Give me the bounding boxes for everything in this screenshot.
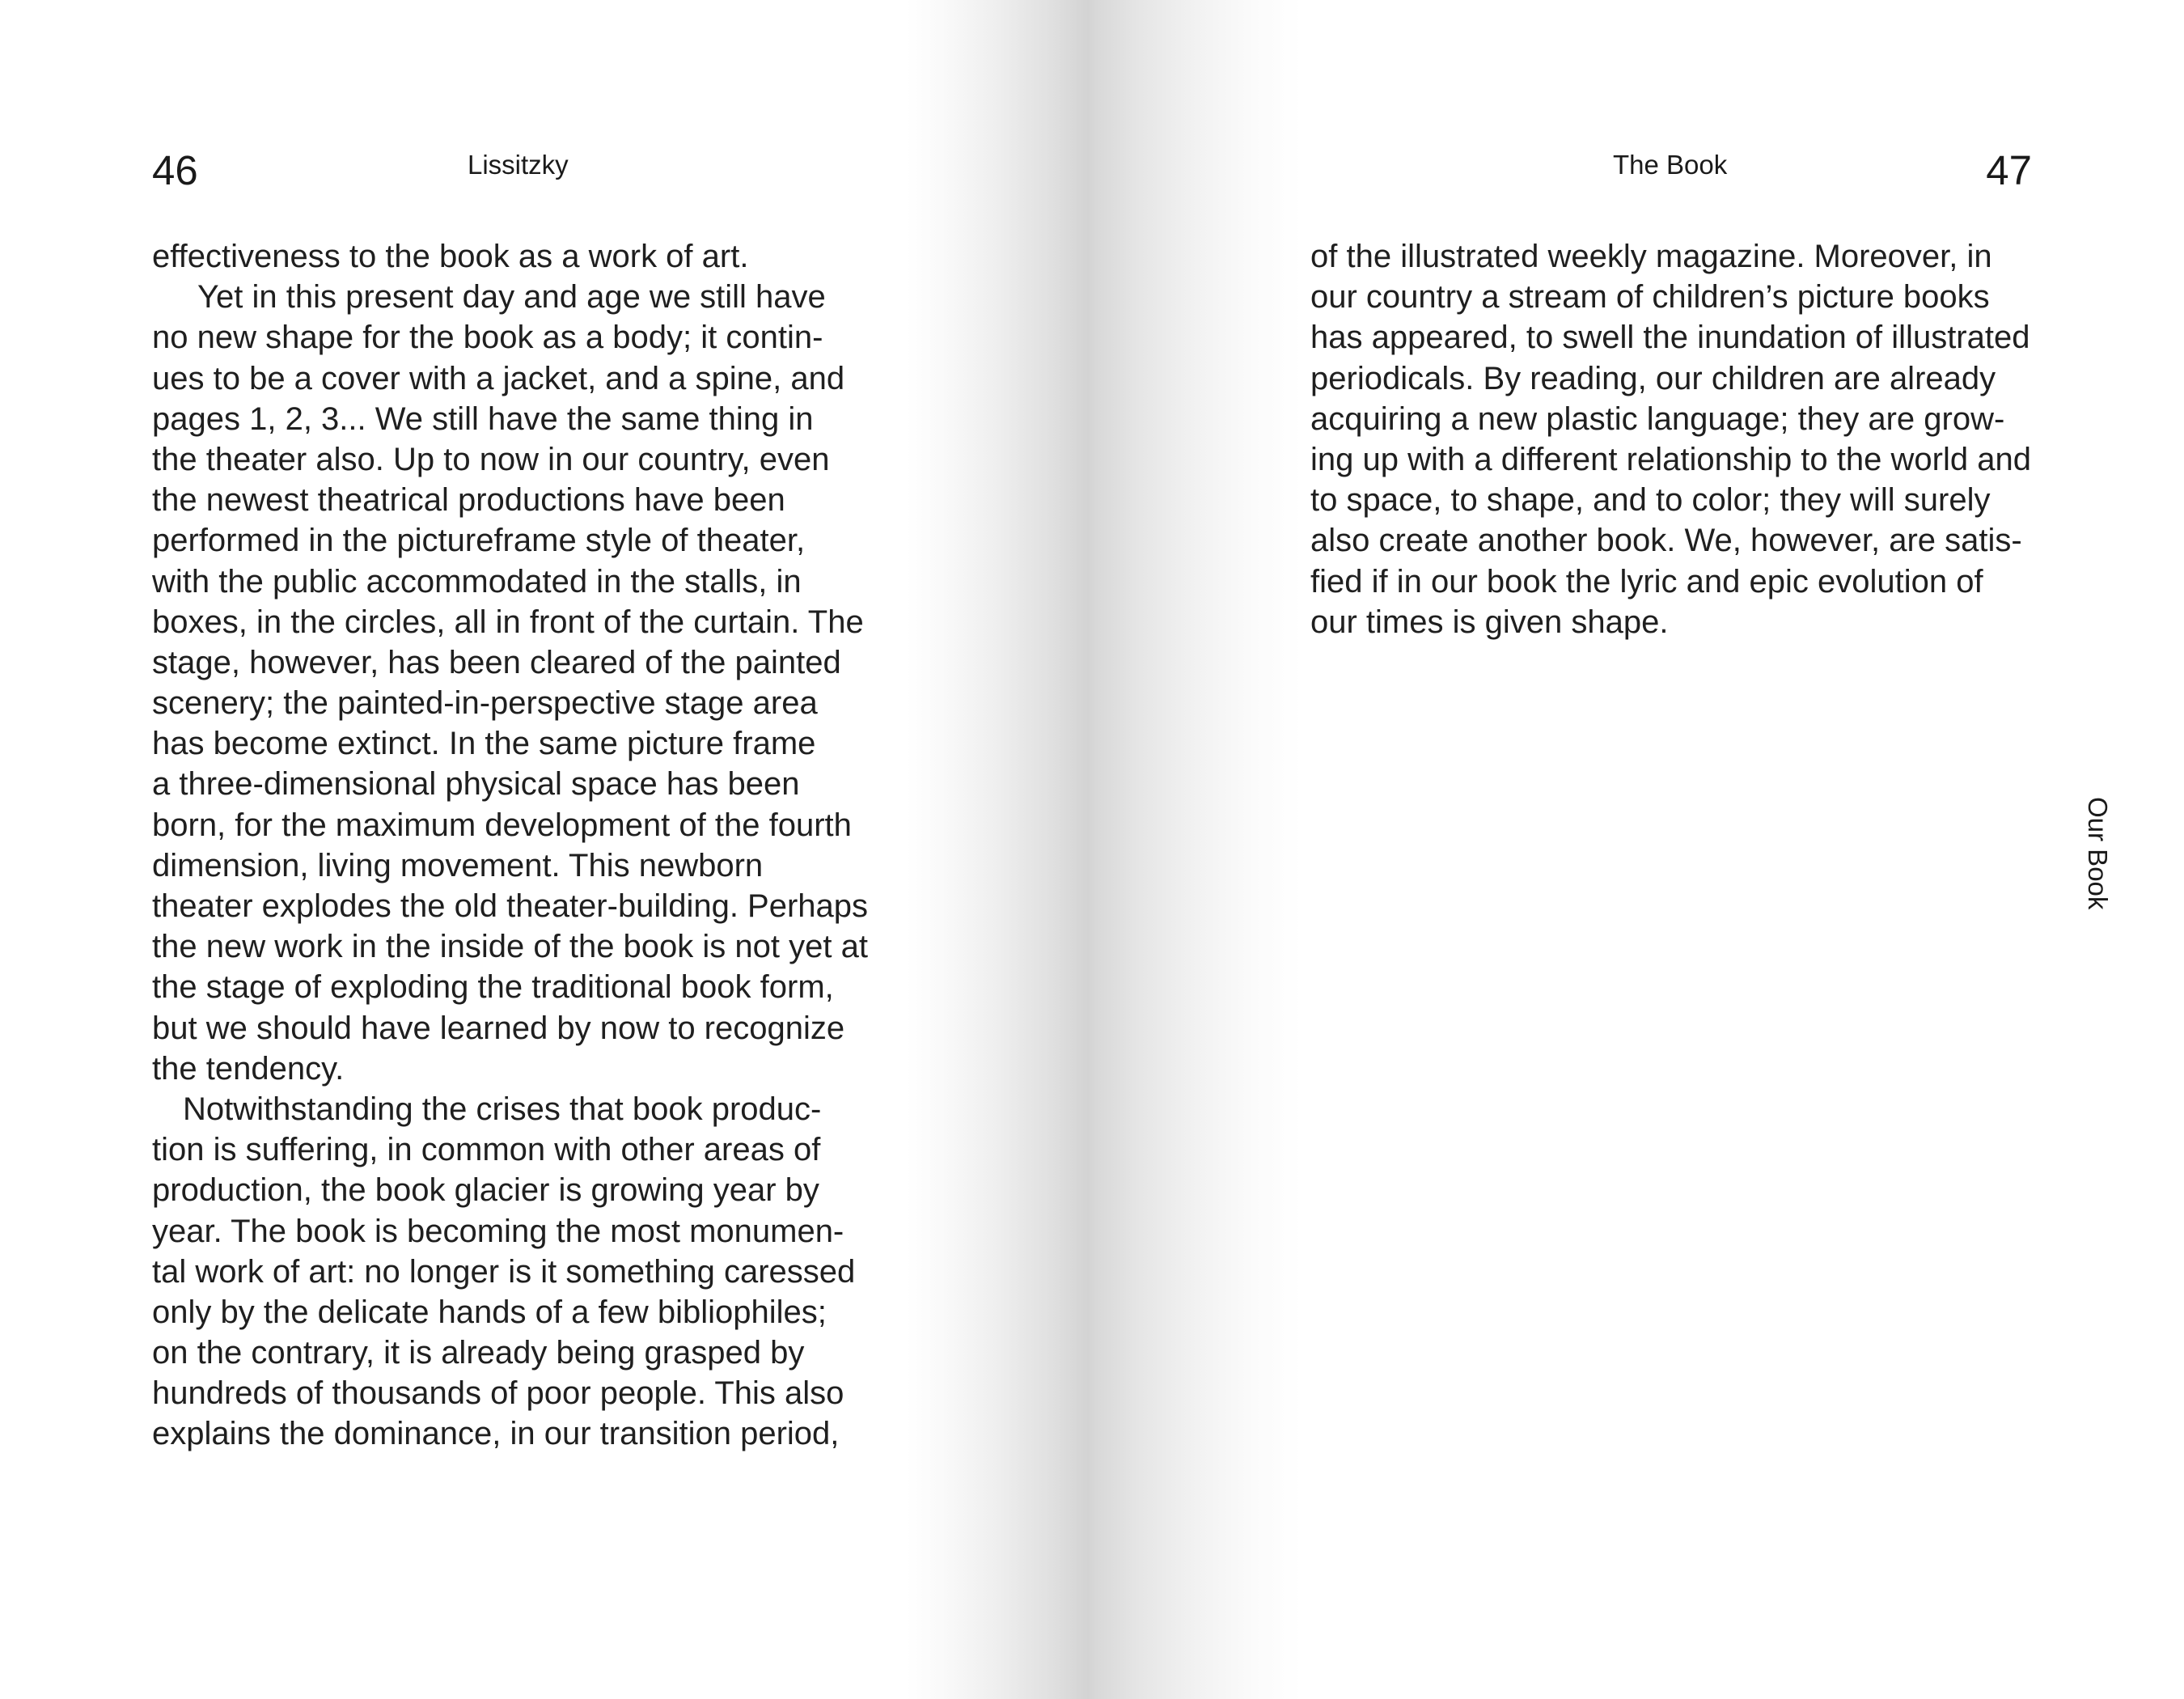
text-line: scenery; the painted-in-perspective stage area — [152, 685, 818, 722]
text-line: the new work in the inside of the book is not yet at — [152, 929, 868, 965]
text-line: a three-dimensional physical space has been — [152, 766, 800, 803]
text-line: ues to be a cover with a jacket, and a spine, and — [152, 360, 845, 396]
text-line: no new shape for the book as a body; it contin- — [152, 320, 823, 356]
text-line: to space, to shape, and to color; they will surely — [1310, 482, 1991, 519]
paragraph-start-line: Yet in this present day and age we still have — [197, 279, 826, 316]
text-line: effectiveness to the book as a work of art. — [152, 239, 749, 274]
right-page-number: 47 — [1986, 147, 2032, 193]
left-running-head: Lissitzky — [468, 150, 569, 180]
text-line: the theater also. Up to now in our country, even — [152, 441, 830, 477]
text-line: tion is suffering, in common with other areas of — [152, 1132, 821, 1168]
section-side-tab: Our Book — [2083, 797, 2113, 910]
right-page-text — [1310, 236, 2055, 642]
text-line: production, the book glacier is growing year by — [152, 1172, 819, 1209]
text-line: with the public accommodated in the stalls, in — [152, 563, 802, 600]
text-line: our times is given shape. — [1310, 604, 1669, 640]
text-line: dimension, living movement. This newborn — [152, 847, 764, 883]
text-line: but we should have learned by now to recognize — [152, 1010, 845, 1046]
text-line: the stage of exploding the traditional book form, — [152, 969, 834, 1006]
text-line: tal work of art: no longer is it something caressed — [152, 1253, 856, 1290]
text-line: born, for the maximum development of the fourth — [152, 807, 852, 843]
text-line: performed in the pictureframe style of theater, — [152, 523, 806, 559]
text-line: explains the dominance, in our transition period, — [152, 1416, 840, 1452]
text-line: of the illustrated weekly magazine. Moreover, in — [1310, 239, 1992, 274]
text-line: acquiring a new plastic language; they are grow- — [1310, 400, 2005, 437]
text-line: the newest theatrical productions have been — [152, 482, 785, 519]
text-line: on the contrary, it is already being grasped by — [152, 1335, 805, 1371]
text-line: our country a stream of children’s picture books — [1310, 279, 1990, 316]
right-running-head: The Book — [1613, 150, 1728, 180]
text-line: ing up with a different relationship to the world and — [1310, 441, 2031, 477]
left-page-number: 46 — [152, 147, 198, 193]
text-line: year. The book is becoming the most monumen- — [152, 1213, 844, 1249]
text-line: also create another book. We, however, are satis- — [1310, 523, 2022, 559]
text-line: fied if in our book the lyric and epic evolution of — [1310, 563, 1983, 600]
text-line: boxes, in the circles, all in front of the curtain. The — [152, 604, 864, 640]
text-line: pages 1, 2, 3... We still have the same thing in — [152, 400, 814, 437]
text-line: has become extinct. In the same picture frame — [152, 726, 816, 762]
paragraph-start-line: Notwithstanding the crises that book produc- — [183, 1091, 822, 1127]
left-page-text — [152, 236, 912, 1455]
text-line: hundreds of thousands of poor people. This also — [152, 1375, 844, 1412]
text-line: theater explodes the old theater-building. Perhaps — [152, 888, 869, 924]
text-line: stage, however, has been cleared of the painted — [152, 644, 841, 680]
text-line: the tendency. — [152, 1050, 345, 1087]
text-line: only by the delicate hands of a few bibliophiles; — [152, 1294, 827, 1330]
text-line: periodicals. By reading, our children are already — [1310, 360, 1996, 396]
text-line: has appeared, to swell the inundation of illustrated — [1310, 320, 2030, 356]
